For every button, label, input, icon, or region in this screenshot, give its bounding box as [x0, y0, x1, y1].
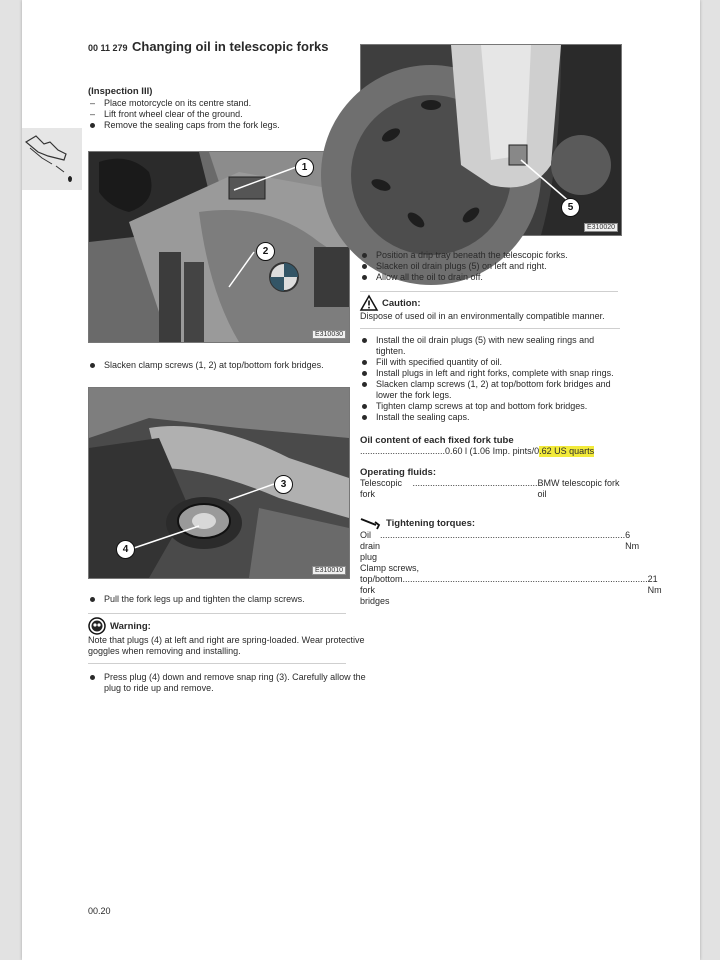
torque-item: Oil drain plug: [360, 530, 381, 562]
leader-dots: ..................................................................................................: [402, 574, 648, 584]
leader-dots: ..................................: [360, 446, 446, 456]
step-clamp: Slacken clamp screws (1, 2) at top/bottom fork bridges.: [88, 360, 370, 371]
pull-step-list: [88, 594, 370, 605]
section-code: 00 11 279: [88, 43, 128, 53]
divider: [88, 613, 346, 614]
photo-drain-plug: [360, 44, 622, 236]
wrench-icon: [360, 516, 380, 530]
photo-code: E310030: [312, 330, 346, 339]
install-step: Install plugs in left and right forks, complete with snap rings.: [360, 368, 620, 379]
clamp-step-list: [88, 360, 370, 371]
section-title: [88, 38, 370, 56]
torque-item: Clamp screws,: [360, 563, 420, 573]
drain-plug-photo: [361, 45, 621, 235]
press-step-list: [88, 672, 370, 694]
install-step: Install the sealing caps.: [360, 412, 620, 423]
callout-2: 2: [256, 242, 275, 261]
section-tab: [22, 128, 82, 190]
callout-3: 3: [274, 475, 293, 494]
warning-label: Warning:: [110, 620, 151, 632]
divider: [360, 291, 618, 292]
right-column: [360, 44, 662, 607]
left-column: [88, 38, 370, 694]
torque-value: 21 Nm: [647, 574, 662, 595]
torque-row: [360, 563, 620, 574]
leader-dots: ..................................................: [412, 478, 538, 488]
install-step: Install the oil drain plugs (5) with new sealing rings and tighten.: [360, 335, 620, 357]
warning-box: [88, 613, 370, 657]
torque-row: [360, 574, 662, 607]
manual-page: [22, 0, 700, 960]
photo-fork-bridges: [88, 151, 350, 343]
fluid-value: BMW telescopic fork oil: [537, 478, 620, 499]
operating-fluids-heading: Operating fluids:: [360, 467, 436, 478]
step-press: Press plug (4) down and remove snap ring (3). Carefully allow the plug to ride up and remove.: [88, 672, 370, 694]
fork-bridge-photo: [89, 152, 349, 342]
oil-content-value: 0.60 l (1.06 Imp. pints/0: [445, 446, 540, 456]
leader-dots: ..................................................................................................: [380, 530, 626, 540]
oil-content-line: [360, 446, 620, 457]
intro-list: [88, 98, 370, 131]
caution-label: Caution:: [382, 297, 421, 309]
fork-oil-icon: [22, 128, 82, 190]
photo-code: E310010: [312, 566, 346, 575]
install-list: [360, 335, 620, 423]
title-text: Changing oil in telescopic forks: [132, 39, 329, 54]
step-pull: Pull the fork legs up and tighten the clamp screws.: [88, 594, 370, 605]
caution-triangle-icon: [360, 295, 378, 311]
photo-fork-plug: [88, 387, 350, 579]
inspection-label: (Inspection III): [88, 86, 153, 97]
install-step: Tighten clamp screws at top and bottom fork bridges.: [360, 401, 620, 412]
drain-step: Slacken oil drain plugs (5) on left and right.: [360, 261, 620, 272]
intro-step: – Place motorcycle on its centre stand.: [88, 98, 370, 109]
drain-step: Position a drip tray beneath the telescopic forks.: [360, 250, 620, 261]
intro-step: – Lift front wheel clear of the ground.: [88, 109, 370, 120]
caution-text: Dispose of used oil in an environmentally compatible manner.: [360, 311, 605, 321]
drain-step: Allow all the oil to drain off.: [360, 272, 620, 283]
oil-content-heading: Oil content of each fixed fork tube: [360, 435, 514, 446]
oil-content-highlight: .62 US quarts: [539, 446, 595, 456]
callout-5: 5: [561, 198, 580, 217]
warning-heading: [88, 617, 370, 635]
torque-row: [360, 530, 640, 563]
callout-4: 4: [116, 540, 135, 559]
divider: [88, 663, 346, 664]
intro-bullet: Remove the sealing caps from the fork legs.: [88, 120, 370, 131]
goggles-warning-icon: [88, 617, 106, 635]
tightening-heading: [360, 516, 620, 530]
drain-list: [360, 250, 620, 283]
photo-code: E310020: [584, 223, 618, 232]
caution-heading: [360, 295, 620, 311]
page-number: 00.20: [88, 906, 111, 916]
tightening-label: Tightening torques:: [386, 517, 476, 529]
install-step: Slacken clamp screws (1, 2) at top/bottom fork bridges and lower the fork legs.: [360, 379, 620, 401]
install-step: Fill with specified quantity of oil.: [360, 357, 620, 368]
divider: [360, 328, 620, 329]
torque-value: 6 Nm: [625, 530, 640, 551]
callout-1: 1: [295, 158, 314, 177]
operating-fluids-line: [360, 478, 620, 500]
warning-text: Note that plugs (4) at left and right are spring-loaded. Wear protective goggles when removing and installing.: [88, 635, 365, 656]
torque-item: top/bottom fork bridges: [360, 574, 403, 606]
caution-box: [360, 291, 620, 322]
fluid-item: Telescopic fork: [360, 478, 403, 499]
